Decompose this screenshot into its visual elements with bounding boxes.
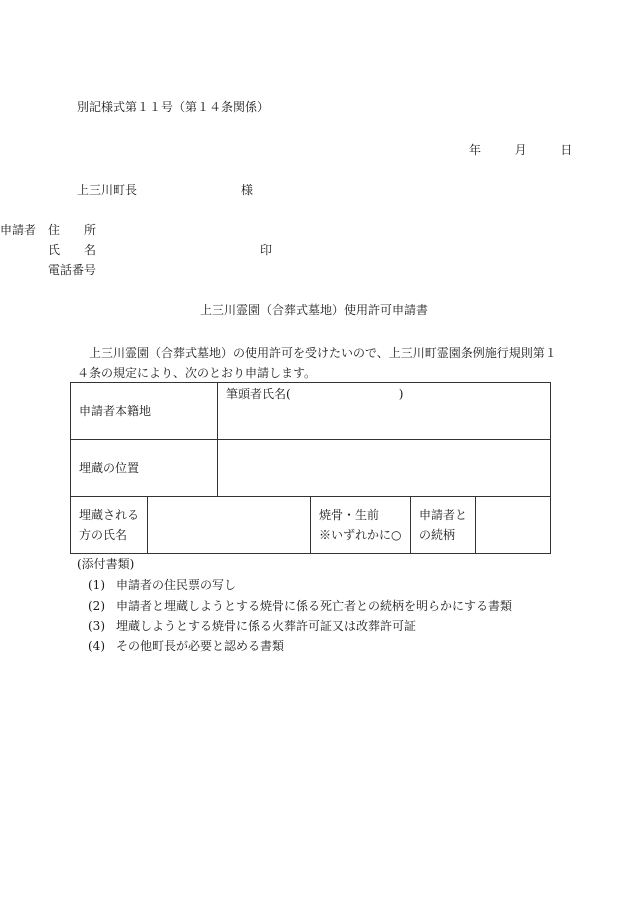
attachment-num: (1) (88, 578, 105, 592)
domicile-label: 申請者本籍地 (71, 383, 218, 440)
attachment-num: (4) (88, 639, 105, 653)
address-label: 住 所 (48, 223, 97, 237)
attachment-item (88, 598, 512, 614)
attachment-item (88, 638, 284, 654)
date-year: 年 (469, 143, 482, 157)
date-line (469, 142, 572, 158)
addressee-name: 上三川町長 (77, 183, 138, 197)
seal-mark: 印 (260, 243, 273, 257)
intro-text: 上三川霊園（合葬式墓地）の使用許可を受けたいので、上三川町霊園条例施行規則第１４条の規定により、次のとおり申請します。 (77, 346, 557, 380)
attachment-num: (2) (88, 599, 105, 613)
addressee-honorific: 様 (241, 183, 254, 197)
relation-label (411, 497, 476, 554)
date-day: 日 (560, 143, 573, 157)
attachment-text: 埋蔵しようとする焼骨に係る火葬許可証又は改葬許可証 (116, 619, 417, 633)
document-title: 上三川霊園（合葬式墓地）使用許可申請書 (200, 303, 429, 317)
attachment-num: (3) (88, 619, 105, 633)
attachment-item (88, 618, 416, 634)
remains-type-line2: ※いずれかに○ (319, 528, 402, 542)
date-month: 月 (514, 143, 527, 157)
phone-label: 電話番号 (48, 263, 97, 277)
remains-type-line1: 焼骨・生前 (319, 508, 380, 522)
relation-label-line2: の続柄 (419, 528, 456, 542)
burial-location-field[interactable] (218, 440, 551, 497)
addressee (77, 182, 253, 198)
attachment-item (88, 577, 236, 593)
application-table (70, 382, 551, 554)
relation-label-line1: 申請者と (419, 508, 468, 522)
applicant-label: 申請者 (0, 223, 37, 237)
deceased-name-label-line1: 埋蔵される (79, 508, 140, 522)
attachment-text: 申請者の住民票の写し (116, 578, 237, 592)
deceased-name-label-line2: 方の氏名 (79, 528, 128, 542)
attachment-text: 申請者と埋蔵しようとする焼骨に係る死亡者との続柄を明らかにする書類 (116, 599, 513, 613)
relation-field[interactable] (476, 497, 551, 554)
head-name-cell[interactable] (218, 383, 551, 440)
form-id: 別記様式第１１号（第１４条関係） (77, 100, 270, 114)
attachment-text: その他町長が必要と認める書類 (116, 639, 285, 653)
deceased-name-field[interactable] (148, 497, 311, 554)
name-label: 氏 名 (48, 243, 97, 257)
remains-type-label (311, 497, 411, 554)
attachments-heading: (添付書類) (77, 557, 135, 571)
burial-location-label: 埋蔵の位置 (71, 440, 218, 497)
head-name-label: 筆頭者氏名( ) (226, 387, 404, 401)
deceased-name-label (71, 497, 148, 554)
